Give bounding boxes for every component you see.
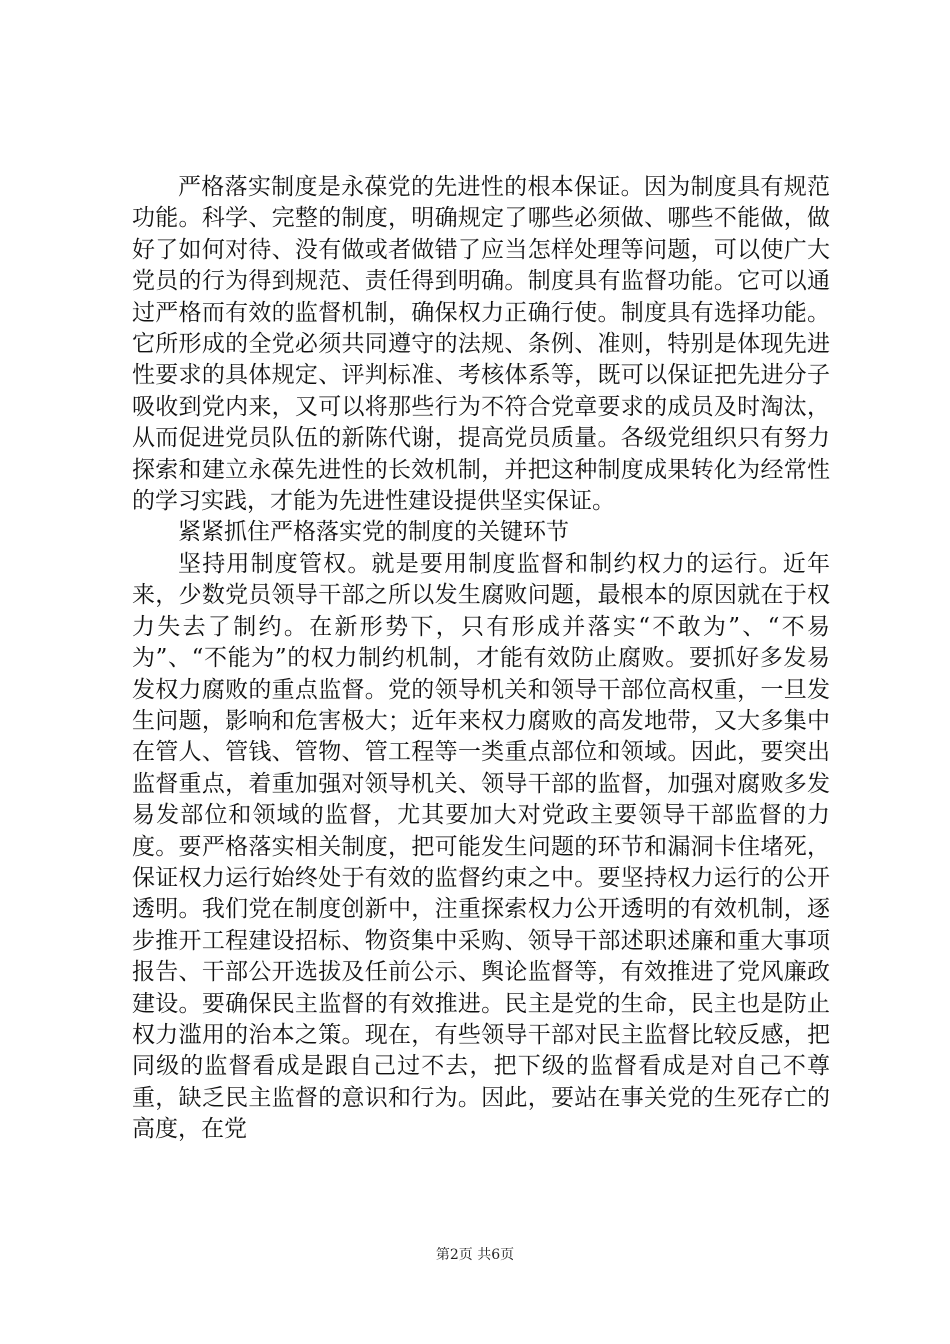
paragraph-power-control: 坚持用制度管权。就是要用制度监督和制约权力的运行。近年来，少数党员领导干部之所以发生腐败问题，最根本的原因就在于权力失去了制约。在新形势下，只有形成并落实“不敢为”、“不易为”、“不能为”的权力制约机制，才能有效防止腐败。要抓好多发易发权力腐败的重点监督。党的领导机关和领导干部位高权重，一旦发生问题，影响和危害极大；近年来权力腐败的高发地带，又大多集中在管人、管钱、管物、管工程等一类重点部位和领域。因此，要突出监督重点，着重加强对领导机关、领导干部的监督，加强对腐败多发易发部位和领域的监督，尤其要加大对党政主要领导干部监督的力度。要严格落实相关制度，把可能发生问题的环节和漏洞卡住堵死，保证权力运行始终处于有效的监督约束之中。要坚持权力运行的公开透明。我们党在制度创新中，注重探索权力公开透明的有效机制，逐步推开工程建设招标、物资集中采购、领导干部述职述廉和重大事项报告、干部公开选拔及任前公示、舆论监督等，有效推进了党风廉政建设。要确保民主监督的有效推进。民主是党的生命，民主也是防止权力滥用的治本之策。现在，有些领导干部对民主监督比较反感，把同级的监督看成是跟自己过不去，把下级的监督看成是对自己不尊重，缺乏民主监督的意识和行为。因此，要站在事关党的生死存亡的高度，在党 xyxy=(132,550,830,1143)
paragraph-system-guarantee: 严格落实制度是永葆党的先进性的根本保证。因为制度具有规范功能。科学、完整的制度，明确规定了哪些必须做、哪些不能做，做好了如何对待、没有做或者做错了应当怎样处理等问题，可以使广大党员的行为得到规范、责任得到明确。制度具有监督功能。它可以通过严格而有效的监督机制，确保权力正确行使。制度具有选择功能。它所形成的全党必须共同遵守的法规、条例、准则，特别是体现先进性要求的具体规定、评判标准、考核体系等，既可以保证把先进分子吸收到党内来，又可以将那些行为不符合党章要求的成员及时淘汰，从而促进党员队伍的新陈代谢，提高党员质量。各级党组织只有努力探索和建立永葆先进性的长效机制，并把这种制度成果转化为经常性的学习实践，才能为先进性建设提供坚实保证。 xyxy=(132,174,830,515)
page-footer: 第2页 共6页 xyxy=(435,1247,515,1263)
document-body xyxy=(132,172,830,1146)
section-heading: 紧紧抓住严格落实党的制度的关键环节 xyxy=(178,519,569,546)
